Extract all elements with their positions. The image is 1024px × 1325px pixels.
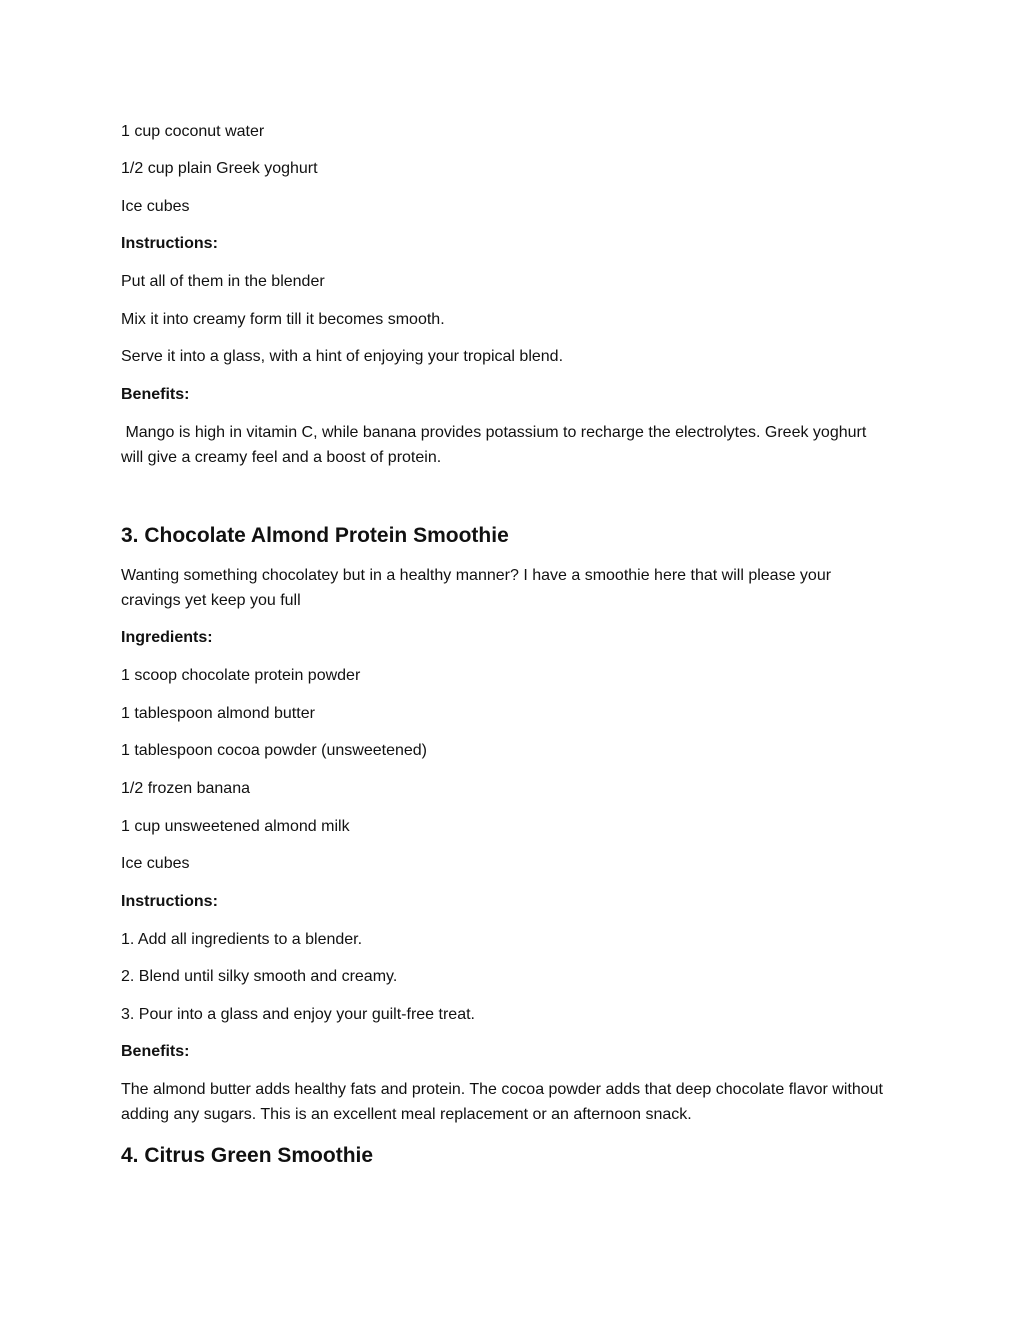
ingredient-line: 1 tablespoon almond butter bbox=[121, 705, 315, 722]
instruction-line: Mix it into creamy form till it becomes smooth. bbox=[121, 311, 445, 328]
ingredients-label: Ingredients: bbox=[121, 629, 213, 646]
benefits-label: Benefits: bbox=[121, 1043, 190, 1060]
ingredient-line: 1 tablespoon cocoa powder (unsweetened) bbox=[121, 742, 427, 759]
ingredient-line: Ice cubes bbox=[121, 198, 190, 215]
section-heading: 3. Chocolate Almond Protein Smoothie bbox=[121, 524, 509, 547]
benefits-label: Benefits: bbox=[121, 386, 190, 403]
ingredient-line: 1 scoop chocolate protein powder bbox=[121, 667, 361, 684]
ingredient-line: 1 cup unsweetened almond milk bbox=[121, 818, 350, 835]
benefits-paragraph: The almond butter adds healthy fats and protein. The cocoa powder adds that deep chocolate flavor without adding any sugars. This is an excellent meal replacement or an afternoon snack. bbox=[121, 1081, 883, 1123]
benefits-paragraph: Mango is high in vitamin C, while banana provides potassium to recharge the electrolytes. Greek yoghurt will give a creamy feel and a boost of protein. bbox=[121, 424, 871, 466]
instruction-line: Serve it into a glass, with a hint of enjoying your tropical blend. bbox=[121, 348, 564, 365]
ingredient-line: 1/2 cup plain Greek yoghurt bbox=[121, 160, 318, 177]
section-heading: 4. Citrus Green Smoothie bbox=[121, 1144, 374, 1167]
intro-paragraph: Wanting something chocolatey but in a healthy manner? I have a smoothie here that will please your cravings yet keep you full bbox=[121, 567, 832, 609]
instructions-label: Instructions: bbox=[121, 893, 218, 910]
instructions-label: Instructions: bbox=[121, 235, 218, 252]
ingredient-line: 1/2 frozen banana bbox=[121, 780, 250, 797]
ingredient-line: Ice cubes bbox=[121, 855, 190, 872]
instruction-line: 2. Blend until silky smooth and creamy. bbox=[121, 968, 398, 985]
instruction-line: 1. Add all ingredients to a blender. bbox=[121, 931, 363, 948]
ingredient-line: 1 cup coconut water bbox=[121, 123, 265, 140]
instruction-line: 3. Pour into a glass and enjoy your guilt-free treat. bbox=[121, 1006, 475, 1023]
instruction-line: Put all of them in the blender bbox=[121, 273, 325, 290]
